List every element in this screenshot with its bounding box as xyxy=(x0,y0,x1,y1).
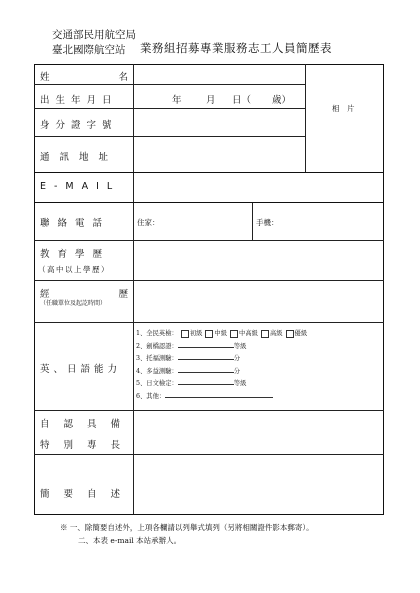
note-mark: ※ xyxy=(60,523,68,532)
option-elementary: 初級 xyxy=(189,330,203,337)
japanese-test-field[interactable] xyxy=(178,377,234,385)
toefl-suffix: 分 xyxy=(233,355,241,362)
note-1-text: 一、除簡要自述外，上項各欄請以列舉式填列（另將相關證件影本郵寄）。 xyxy=(69,523,314,532)
japanese-test-suffix: 等級 xyxy=(233,380,247,387)
language-label: 英、日語能力 xyxy=(40,364,122,375)
note-line-2: 二、本表 e-mail 本站承辦人。 xyxy=(78,536,182,545)
education-field[interactable] xyxy=(135,241,382,279)
toeic-field[interactable] xyxy=(178,365,234,373)
home-phone-label: 住家： xyxy=(137,218,160,227)
option-superior: 優級 xyxy=(294,330,308,337)
name-field[interactable] xyxy=(135,65,304,83)
checkbox-advanced[interactable] xyxy=(261,330,269,338)
photo-box[interactable] xyxy=(306,65,383,172)
birth-age-label: 歲） xyxy=(272,95,292,106)
phone-label: 聯絡電話 xyxy=(40,218,111,229)
address-field[interactable] xyxy=(135,137,304,171)
name-label xyxy=(40,69,128,83)
option-intermediate: 中級 xyxy=(214,330,228,337)
skills-field[interactable] xyxy=(135,411,382,453)
email-field[interactable] xyxy=(135,173,382,201)
org-name-line1: 交通部民用航空局 xyxy=(52,29,136,41)
education-label: 教育學歷 xyxy=(40,249,111,260)
toefl-field[interactable] xyxy=(178,352,234,360)
cambridge-label: 2、劍橋認證： xyxy=(136,342,178,350)
other-language-field[interactable] xyxy=(165,390,273,398)
gept-label: 1、全民英檢： xyxy=(136,330,178,337)
other-language-label: 6、其他： xyxy=(136,392,166,400)
birth-label: 出生年月日 xyxy=(40,95,118,106)
bio-label: 簡要自述 xyxy=(40,489,135,500)
id-label: 身分證字號 xyxy=(40,120,118,131)
toefl-label: 3、托福測驗： xyxy=(136,355,178,362)
language-line-2 xyxy=(136,340,382,353)
checkbox-elementary[interactable] xyxy=(181,330,189,338)
photo-label: 相 片 xyxy=(332,104,355,113)
language-line-1 xyxy=(136,328,382,340)
experience-sublabel: （任職單位及起訖時間） xyxy=(40,300,107,307)
skills-label-line1: 自認具備 xyxy=(40,419,135,430)
toeic-suffix: 分 xyxy=(233,367,241,375)
org-name-line2: 臺北國際航空站 xyxy=(52,44,126,56)
language-line-3 xyxy=(136,352,382,365)
birth-day-label: 日（ xyxy=(232,95,252,106)
resume-form-table xyxy=(34,64,384,515)
label-char: 姓 xyxy=(40,72,50,83)
checkbox-intermediate[interactable] xyxy=(205,330,213,338)
education-sublabel: （高中以上學歷） xyxy=(38,265,110,274)
address-label: 通訊地址 xyxy=(40,152,119,163)
experience-field[interactable] xyxy=(135,281,382,321)
checkbox-high-intermediate[interactable] xyxy=(230,330,238,338)
label-char: 名 xyxy=(118,72,128,83)
birth-month-label: 月 xyxy=(206,95,216,106)
language-field xyxy=(136,328,382,408)
japanese-test-label: 5、日文檢定： xyxy=(136,380,178,387)
option-high-intermediate: 中高級 xyxy=(239,330,258,337)
cambridge-field[interactable] xyxy=(178,340,234,348)
toeic-label: 4、多益測驗： xyxy=(136,367,178,375)
mobile-phone-field[interactable] xyxy=(282,204,382,239)
checkbox-superior[interactable] xyxy=(286,330,294,338)
language-line-4 xyxy=(136,365,382,378)
language-line-6 xyxy=(136,390,382,403)
bio-field[interactable] xyxy=(135,455,382,513)
note-line-1 xyxy=(60,522,314,533)
birth-year-label: 年 xyxy=(172,95,182,106)
skills-label-line2: 特別專長 xyxy=(40,440,135,451)
label-char: 歷 xyxy=(118,289,128,300)
label-char: 經 xyxy=(40,289,50,300)
option-advanced: 高級 xyxy=(269,330,283,337)
email-label: E-MAIL xyxy=(40,181,121,192)
id-number-field[interactable] xyxy=(135,109,304,135)
cambridge-suffix: 等級 xyxy=(233,342,247,350)
form-title: 業務組招募專業服務志工人員簡歷表 xyxy=(140,41,332,55)
language-line-5 xyxy=(136,377,382,390)
home-phone-field[interactable] xyxy=(164,204,250,239)
mobile-phone-label: 手機： xyxy=(256,218,279,227)
